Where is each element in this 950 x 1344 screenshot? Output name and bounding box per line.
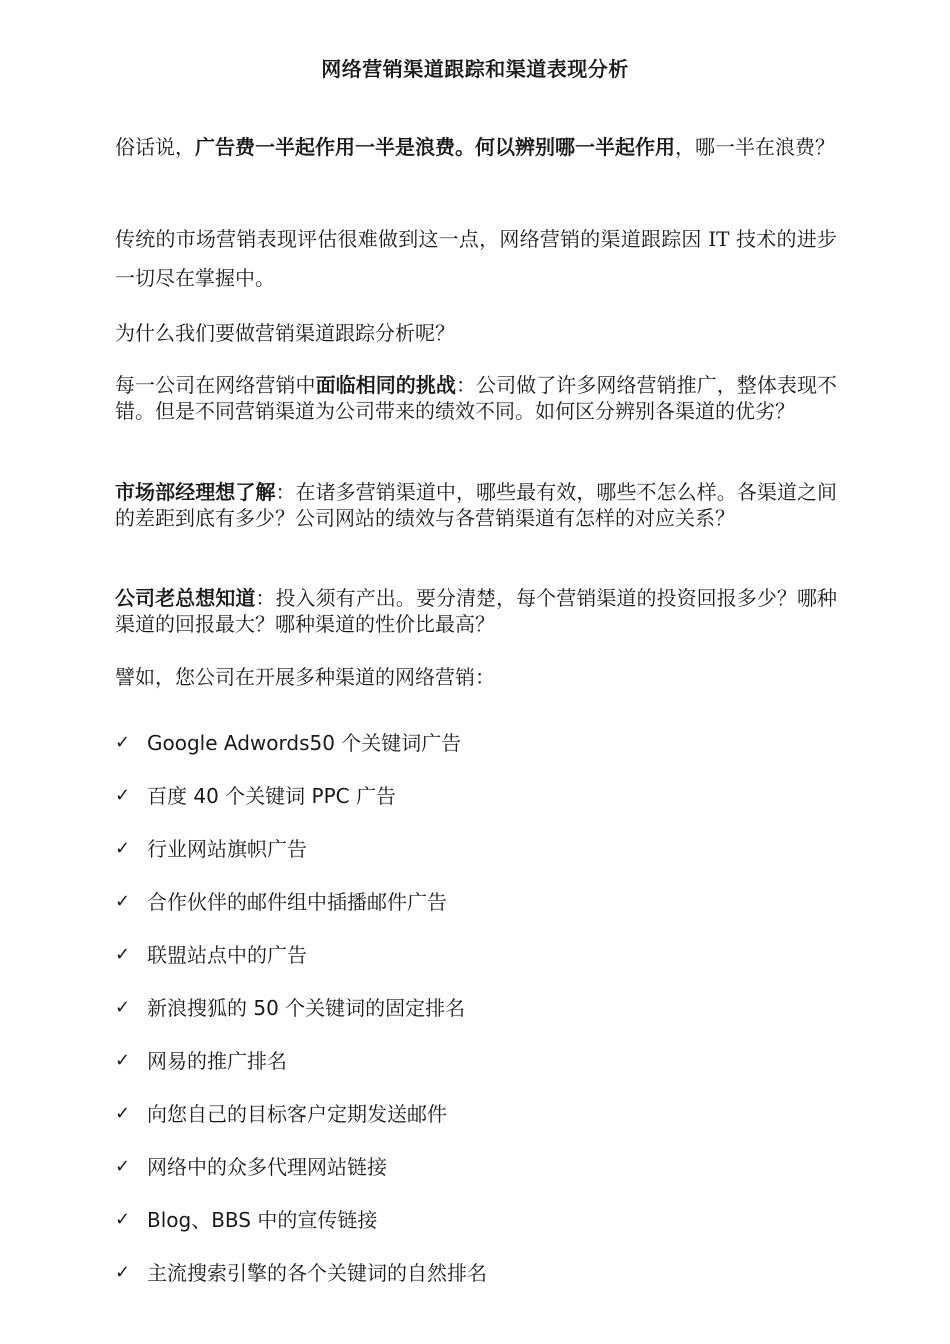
list-item-text: Blog、BBS 中的宣传链接 <box>147 1208 378 1232</box>
checkmark-icon: ✓ <box>115 1262 131 1283</box>
checkmark-icon: ✓ <box>115 1209 131 1230</box>
checkmark-icon: ✓ <box>115 997 131 1018</box>
checkmark-icon: ✓ <box>115 1103 131 1124</box>
checkmark-icon: ✓ <box>115 732 131 753</box>
paragraph-why: 为什么我们要做营销渠道跟踪分析呢？ <box>115 321 455 345</box>
list-item-text: 网络中的众多代理网站链接 <box>147 1155 387 1179</box>
list-item <box>115 941 837 994</box>
list-item-text: 行业网站旗帜广告 <box>147 837 307 861</box>
list-item-text: Google Adwords50 个关键词广告 <box>147 731 462 755</box>
checkmark-icon: ✓ <box>115 944 131 965</box>
checkmark-icon: ✓ <box>115 891 131 912</box>
list-item-text: 网易的推广排名 <box>147 1049 287 1073</box>
channel-list <box>115 729 837 1312</box>
list-item <box>115 729 837 782</box>
list-item <box>115 994 837 1047</box>
list-item-text: 百度 40 个关键词 PPC 广告 <box>147 784 396 808</box>
list-item <box>115 1259 837 1312</box>
saying-lead: 俗话说， <box>115 135 195 159</box>
boss-body: ：投入须有产出。要分清楚，每个营销渠道的投资回报多少？哪种渠道的回报最大？哪种渠道的性价比最高？ <box>115 586 838 636</box>
boss-bold: 公司老总想知道 <box>115 586 256 610</box>
list-item <box>115 835 837 888</box>
saying-bold: 广告费一半起作用一半是浪费。何以辨别哪一半起作用 <box>195 135 675 159</box>
checkmark-icon: ✓ <box>115 1050 131 1071</box>
challenge-body: ：公司做了许多网络营销推广，整体表现不错。但是不同营销渠道为公司带来的绩效不同。如何区分辨别各渠道的优劣？ <box>115 373 838 423</box>
paragraph-boss <box>115 585 837 637</box>
list-item <box>115 1047 837 1100</box>
list-item-text: 合作伙伴的邮件组中插播邮件广告 <box>147 890 447 914</box>
checkmark-icon: ✓ <box>115 785 131 806</box>
challenge-bold: 面临相同的挑战 <box>315 373 456 397</box>
list-item-text: 联盟站点中的广告 <box>147 943 307 967</box>
list-item-text: 向您自己的目标客户定期发送邮件 <box>147 1102 447 1126</box>
manager-body: ：在诸多营销渠道中，哪些最有效，哪些不怎么样。各渠道之间的差距到底有多少？公司网站的绩效与各营销渠道有怎样的对应关系？ <box>115 480 838 530</box>
challenge-lead: 每一公司在网络营销中 <box>115 373 316 397</box>
paragraph-traditional: 传统的市场营销表现评估很难做到这一点，网络营销的渠道跟踪因 IT 技术的进步一切尽在掌握中。 <box>115 227 837 290</box>
paragraph-manager <box>115 479 837 531</box>
list-item <box>115 1206 837 1259</box>
list-item-text: 新浪搜狐的 50 个关键词的固定排名 <box>147 996 466 1020</box>
list-item <box>115 888 837 941</box>
saying-tail: ，哪一半在浪费？ <box>675 135 835 159</box>
checkmark-icon: ✓ <box>115 838 131 859</box>
list-item-text: 主流搜索引擎的各个关键词的自然排名 <box>147 1261 487 1285</box>
paragraph-saying <box>115 134 837 160</box>
document-title: 网络营销渠道跟踪和渠道表现分析 <box>321 57 629 81</box>
paragraph-example: 譬如，您公司在开展多种渠道的网络营销： <box>115 665 495 689</box>
list-item <box>115 782 837 835</box>
list-item <box>115 1100 837 1153</box>
list-item <box>115 1153 837 1206</box>
checkmark-icon: ✓ <box>115 1156 131 1177</box>
manager-bold: 市场部经理想了解 <box>115 480 276 504</box>
paragraph-challenge <box>115 372 837 424</box>
